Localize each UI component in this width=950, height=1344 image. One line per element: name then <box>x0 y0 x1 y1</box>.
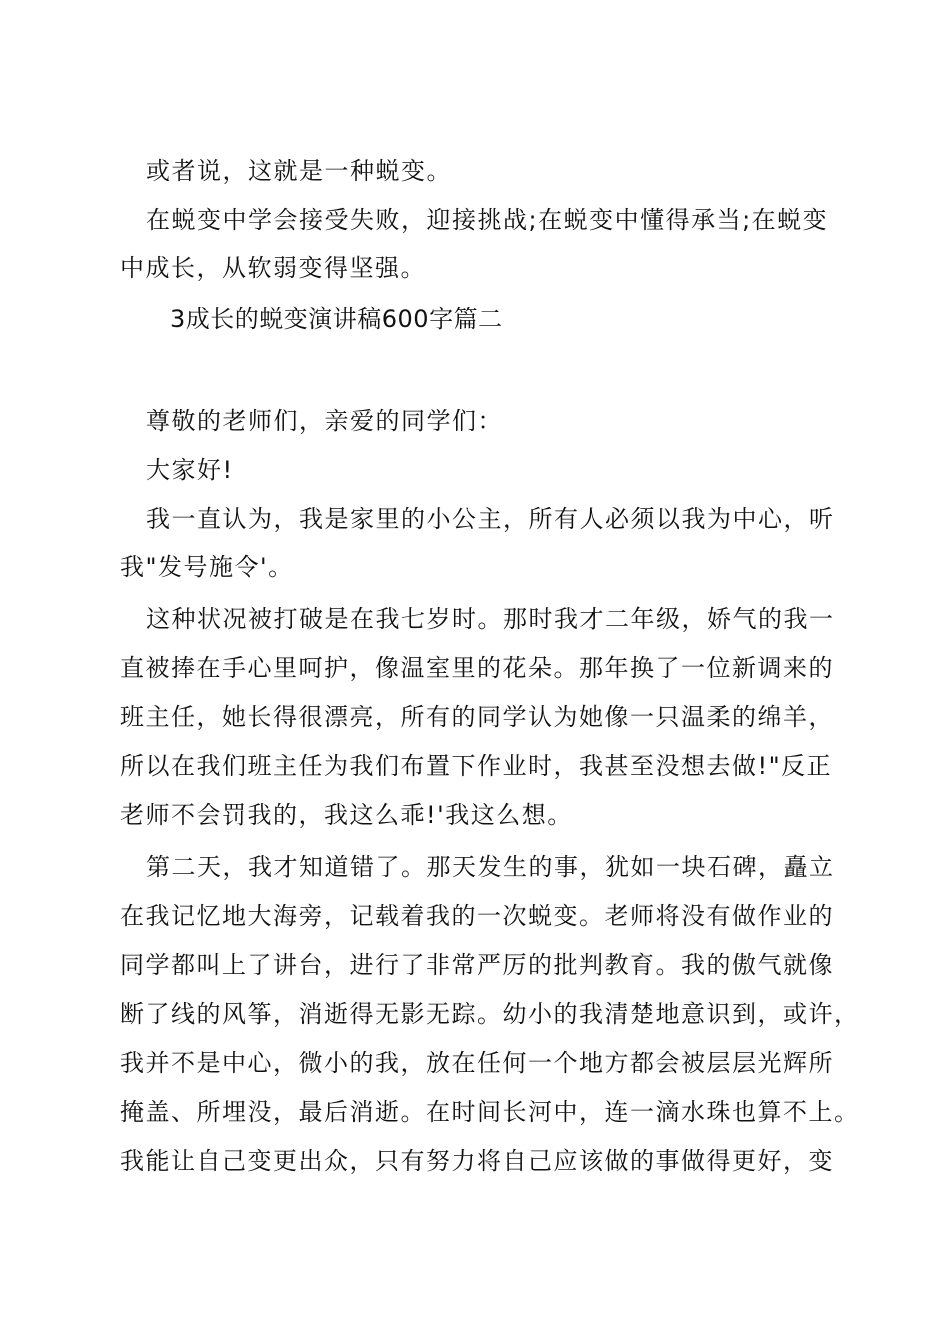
paragraph-line: 老师不会罚我的，我这么乖!'我这么想。 <box>120 801 573 829</box>
paragraph-line: 第二天，我才知道错了。那天发生的事，犹如一块石碑，矗立 <box>146 853 835 881</box>
paragraph-line: 直被捧在手心里呵护，像温室里的花朵。那年换了一位新调来的 <box>120 654 834 682</box>
paragraph-line: 在蜕变中学会接受失败，迎接挑战;在蜕变中懂得承当;在蜕变 <box>146 206 829 234</box>
paragraph-line: 掩盖、所埋没，最后消逝。在时间长河中，连一滴水珠也算不上。 <box>120 1098 860 1126</box>
section-heading: 3成长的蜕变演讲稿600字篇二 <box>170 305 503 333</box>
paragraph-line: 中成长，从软弱变得坚强。 <box>120 254 426 282</box>
paragraph-line: 或者说，这就是一种蜕变。 <box>146 157 452 185</box>
paragraph-line: 我一直认为，我是家里的小公主，所有人必须以我为中心，听 <box>146 505 835 533</box>
paragraph-line: 我能让自己变更出众，只有努力将自己应该做的事做得更好，变 <box>120 1147 834 1175</box>
paragraph-line: 我"发号施令'。 <box>120 553 294 581</box>
paragraph-line: 班主任，她长得很漂亮，所有的同学认为她像一只温柔的绵羊， <box>120 703 834 731</box>
salutation: 尊敬的老师们，亲爱的同学们： <box>146 407 503 435</box>
paragraph-line: 这种状况被打破是在我七岁时。那时我才二年级，娇气的我一 <box>146 605 835 633</box>
greeting: 大家好! <box>146 456 234 484</box>
paragraph-line: 在我记忆地大海旁，记载着我的一次蜕变。老师将没有做作业的 <box>120 902 834 930</box>
paragraph-line: 我并不是中心，微小的我，放在任何一个地方都会被层层光辉所 <box>120 1049 834 1077</box>
paragraph-line: 断了线的风筝，消逝得无影无踪。幼小的我清楚地意识到，或许， <box>120 1000 860 1028</box>
paragraph-line: 同学都叫上了讲台，进行了非常严厉的批判教育。我的傲气就像 <box>120 951 834 979</box>
paragraph-line: 所以在我们班主任为我们布置下作业时，我甚至没想去做!"反正 <box>120 752 833 780</box>
